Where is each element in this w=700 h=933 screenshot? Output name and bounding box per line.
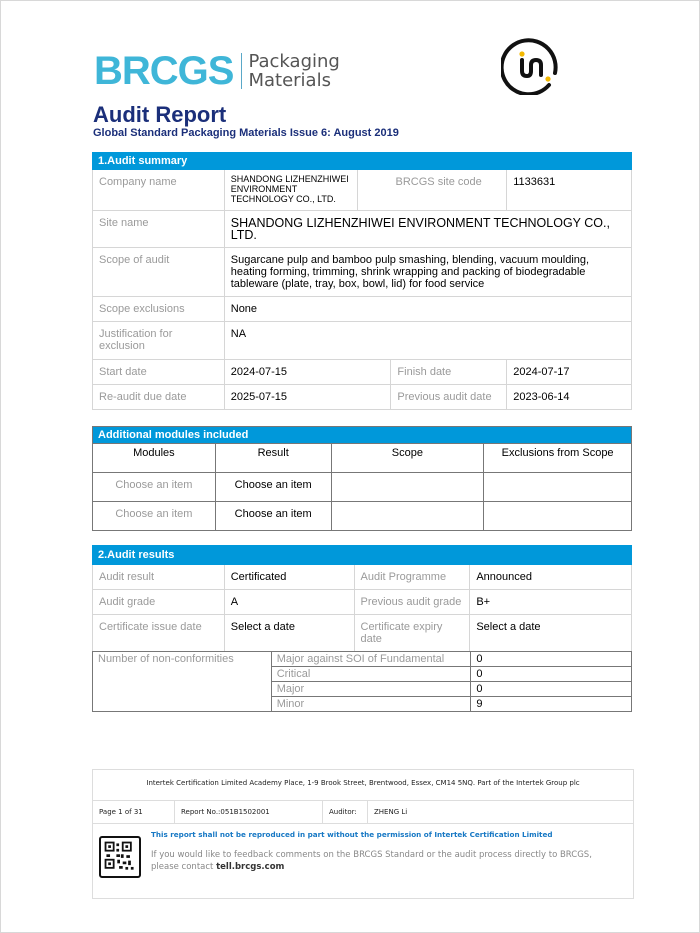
auditor-name: ZHENG Li — [374, 808, 408, 816]
brcgs-logo-text: BRCGS — [94, 49, 234, 93]
audit-results-table — [92, 545, 632, 652]
finish-date-value: 2024-07-17 — [507, 360, 632, 385]
column-header-scope: Scope — [331, 444, 484, 473]
logo-sub-line2: Materials — [248, 70, 331, 91]
brcgs-logo — [94, 51, 340, 91]
exclusions-value: None — [224, 297, 631, 322]
page-footer — [92, 769, 634, 899]
audit-grade-value: A — [224, 590, 354, 615]
prev-audit-date-value: 2023-06-14 — [507, 385, 632, 410]
audit-grade-label: Audit grade — [93, 590, 225, 615]
audit-result-label: Audit result — [93, 565, 225, 590]
expiry-date-label: Certificate expiry date — [354, 615, 470, 652]
exclusions-cell[interactable] — [484, 473, 632, 502]
nc-type-label: Critical — [271, 667, 471, 682]
nc-type-label: Major against SOI of Fundamental — [271, 652, 471, 667]
exclusions-label: Scope exclusions — [93, 297, 225, 322]
company-name-value: SHANDONG LIZHENZHIWEI ENVIRONMENT TECHNOLOGY CO., LTD. — [224, 170, 357, 211]
issue-date-label: Certificate issue date — [93, 615, 225, 652]
footer-info-row — [93, 801, 633, 824]
site-name-value: SHANDONG LIZHENZHIWEI ENVIRONMENT TECHNOLOGY CO., LTD. — [224, 211, 631, 248]
reaudit-date-value: 2025-07-15 — [224, 385, 391, 410]
feedback-link[interactable]: tell.brcgs.com — [216, 862, 285, 872]
column-header-modules: Modules — [93, 444, 216, 473]
additional-modules-table — [92, 426, 632, 531]
nc-count: 0 — [471, 682, 632, 697]
logo-subtitle — [248, 52, 339, 90]
prev-grade-value: B+ — [470, 590, 632, 615]
page-subtitle: Global Standard Packaging Materials Issue 6: August 2019 — [93, 127, 399, 139]
site-name-label: Site name — [93, 211, 225, 248]
column-header-exclusions: Exclusions from Scope — [484, 444, 632, 473]
section-heading-audit-results: 2.Audit results — [93, 546, 632, 565]
site-code-label: BRCGS site code — [357, 170, 507, 211]
company-name-label: Company name — [93, 170, 225, 211]
intertek-logo-icon — [501, 33, 563, 95]
start-date-value: 2024-07-15 — [224, 360, 391, 385]
reaudit-date-label: Re-audit due date — [93, 385, 225, 410]
module-select[interactable]: Choose an item — [93, 502, 216, 531]
page-number: Page 1 of 31 — [93, 801, 175, 823]
issue-date-picker[interactable]: Select a date — [224, 615, 354, 652]
footer-address: Intertek Certification Limited Academy Place, 1-9 Brook Street, Brentwood, Essex, CM14 5NQ. Part of the Intertek Group plc — [93, 770, 633, 801]
nc-label: Number of non-conformities — [93, 652, 272, 712]
expiry-date-picker[interactable]: Select a date — [470, 615, 632, 652]
section-heading-audit-summary: 1.Audit summary — [93, 153, 632, 170]
prev-grade-label: Previous audit grade — [354, 590, 470, 615]
feedback-text: If you would like to feedback comments on the BRCGS Standard or the audit process directly to BRCGS, please contact — [151, 850, 592, 872]
nc-count: 9 — [471, 697, 632, 712]
exclusions-cell[interactable] — [484, 502, 632, 531]
audit-summary-table — [92, 152, 632, 410]
qr-code-icon — [99, 836, 141, 878]
section-heading-modules: Additional modules included — [93, 427, 632, 444]
site-code-value: 1133631 — [507, 170, 632, 211]
scope-label: Scope of audit — [93, 248, 225, 297]
nc-type-label: Major — [271, 682, 471, 697]
nc-count: 0 — [471, 667, 632, 682]
audit-programme-label: Audit Programme — [354, 565, 470, 590]
non-conformities-table — [92, 651, 632, 712]
module-select[interactable]: Choose an item — [93, 473, 216, 502]
feedback-note — [151, 849, 621, 873]
scope-cell[interactable] — [331, 473, 484, 502]
table-row — [93, 502, 632, 531]
nc-type-label: Minor — [271, 697, 471, 712]
report-number: Report No.:051B1502001 — [175, 801, 323, 823]
result-select[interactable]: Choose an item — [215, 502, 331, 531]
column-header-result: Result — [215, 444, 331, 473]
page-title: Audit Report — [93, 102, 227, 127]
nc-count: 0 — [471, 652, 632, 667]
reproduction-warning: This report shall not be reproduced in part without the permission of Intertek Certification Limited — [151, 830, 553, 839]
result-select[interactable]: Choose an item — [215, 473, 331, 502]
prev-audit-date-label: Previous audit date — [391, 385, 507, 410]
start-date-label: Start date — [93, 360, 225, 385]
logo-divider — [241, 53, 242, 89]
auditor-label: Auditor: — [323, 801, 368, 823]
table-row — [93, 473, 632, 502]
scope-cell[interactable] — [331, 502, 484, 531]
finish-date-label: Finish date — [391, 360, 507, 385]
justification-label: Justification for exclusion — [93, 322, 225, 360]
justification-value: NA — [224, 322, 631, 360]
audit-programme-value: Announced — [470, 565, 632, 590]
audit-result-value: Certificated — [224, 565, 354, 590]
logo-sub-line1: Packaging — [248, 51, 340, 72]
scope-value: Sugarcane pulp and bamboo pulp smashing, blending, vacuum moulding, heating forming, trimming, shrink wrapping and packing of biodegradable tableware (plate, tray, box, bowl, lid) for food service — [224, 248, 631, 297]
